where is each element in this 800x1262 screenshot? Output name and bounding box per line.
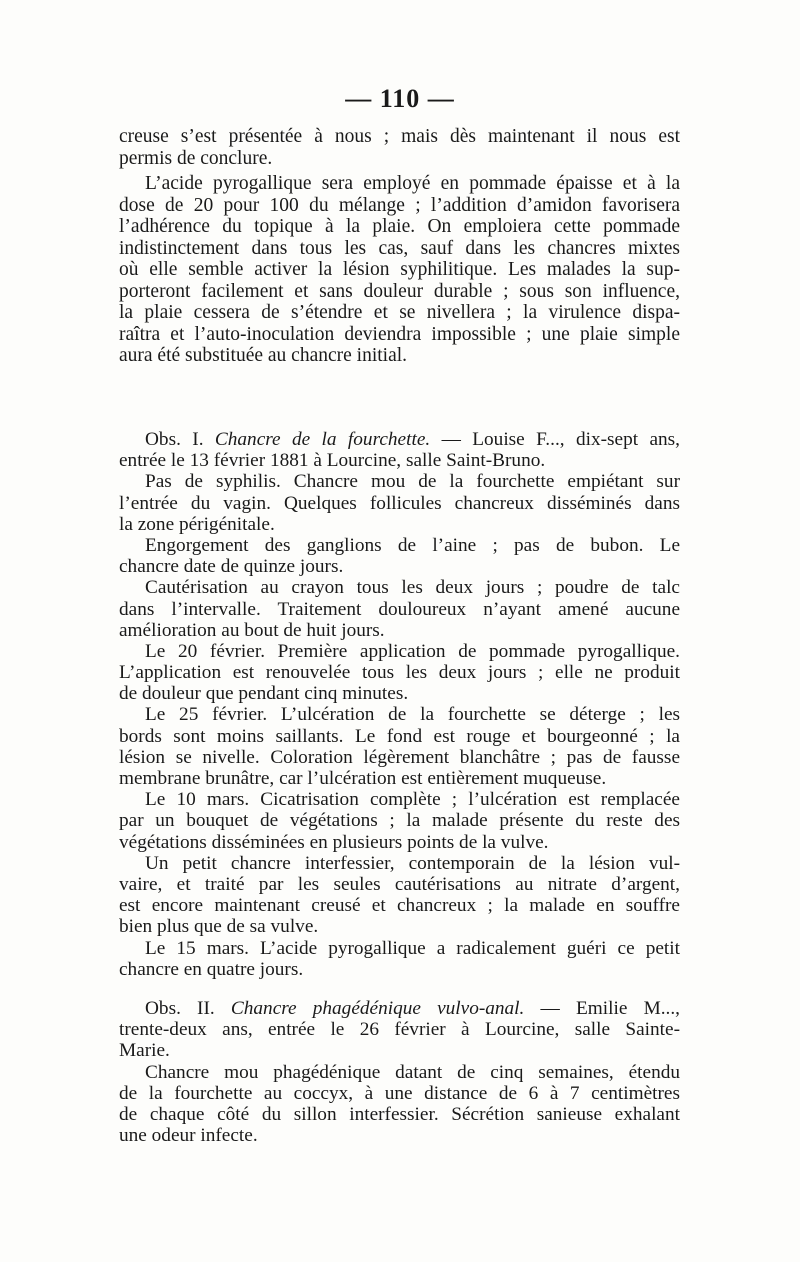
text-line: Cautérisation au crayon tous les deux jours ; poudre de talc xyxy=(145,577,680,599)
text-line: la plaie cessera de s’étendre et se nivellera ; la virulence dispa- xyxy=(119,302,680,323)
text-line: L’application est renouvelée tous les deux jours ; elle ne produit xyxy=(119,662,680,684)
text-line: l’adhérence du topique à la plaie. On emploiera cette pommade xyxy=(119,216,680,237)
observation-2 xyxy=(119,998,680,1146)
text-line: Le 20 février. Première application de pommade pyrogallique. xyxy=(145,640,680,662)
method-paragraph xyxy=(119,173,680,367)
text-line: chancre en quatre jours. xyxy=(119,958,304,980)
text-line: Le 25 février. L’ulcération de la fourchette se déterge ; les xyxy=(145,704,680,726)
obs-label: Obs. II. xyxy=(145,998,231,1019)
text-line: raîtra et l’auto-inoculation deviendra impossible ; une plaie simple xyxy=(119,323,680,345)
obs-title: Chancre de la fourchette. xyxy=(214,429,431,450)
observation-1 xyxy=(119,429,680,980)
text-line: l’entrée du vagin. Quelques follicules chancreux disséminés dans xyxy=(119,492,680,514)
text-line: Marie. xyxy=(119,1040,170,1062)
text-line: Un petit chancre interfessier, contemporain de la lésion vul- xyxy=(145,852,680,874)
text-line: aura été substituée au chancre initial. xyxy=(119,345,408,366)
text-line: vaire, et traité par les seules cautérisations au nitrate d’argent, xyxy=(119,873,680,895)
text-line: la zone périgénitale. xyxy=(119,513,275,535)
text-line: dose de 20 pour 100 du mélange ; l’addition d’amidon favorisera xyxy=(119,194,680,216)
text-line: bords sont moins saillants. Le fond est rouge et bourgeonné ; la xyxy=(119,725,680,747)
text-line: lésion se nivelle. Coloration légèrement blanchâtre ; pas de fausse xyxy=(119,746,680,768)
text-line: est encore maintenant creusé et chancreux ; la malade en souffre xyxy=(119,895,680,917)
intro-paragraph xyxy=(119,126,680,169)
text-line: entrée le 13 février 1881 à Lourcine, salle Saint-Bruno. xyxy=(119,450,546,472)
text-line: végétations disséminées en plusieurs points de la vulve. xyxy=(119,831,549,853)
text-line: porteront facilement et sans douleur durable ; sous son influence, xyxy=(119,280,680,302)
text-line: dans l’intervalle. Traitement douloureux n’ayant amené aucune xyxy=(119,598,680,620)
text-line: L’acide pyrogallique sera employé en pommade épaisse et à la xyxy=(145,173,680,194)
text-line: où elle semble activer la lésion syphilitique. Les malades la sup- xyxy=(119,259,680,280)
obs-subject: — Louise F..., dix-sept ans, xyxy=(430,429,680,450)
text-line: de la fourchette au coccyx, à une distance de 6 à 7 centimètres xyxy=(119,1082,680,1104)
text-line: par un bouquet de végétations ; la malade présente du reste des xyxy=(119,810,680,832)
text-line: amélioration au bout de huit jours. xyxy=(119,619,385,641)
page-number: — 110 — xyxy=(345,84,455,113)
text-line: indistinctement dans tous les cas, sauf dans les chancres mixtes xyxy=(119,237,680,259)
text-line: Chancre mou phagédénique datant de cinq semaines, étendu xyxy=(145,1061,680,1083)
text-line: trente-deux ans, entrée le 26 février à Lourcine, salle Sainte- xyxy=(119,1019,680,1041)
obs-subject: — Emilie M..., xyxy=(524,998,680,1019)
text-line: une odeur infecte. xyxy=(119,1125,258,1147)
observation-heading xyxy=(119,429,680,450)
text-line: chancre date de quinze jours. xyxy=(119,556,344,578)
text-line: Pas de syphilis. Chancre mou de la fourchette empiétant sur xyxy=(145,471,680,493)
text-line: permis de conclure. xyxy=(119,147,273,169)
text-line: Le 10 mars. Cicatrisation complète ; l’ulcération est remplacée xyxy=(145,789,680,811)
text-line: bien plus que de sa vulve. xyxy=(119,916,319,938)
text-line: creuse s’est présentée à nous ; mais dès maintenant il nous est xyxy=(119,126,680,147)
text-line: membrane brunâtre, car l’ulcération est entièrement muqueuse. xyxy=(119,768,607,789)
text-line: de douleur que pendant cinq minutes. xyxy=(119,683,409,705)
text-line: Le 15 mars. L’acide pyrogallique a radicalement guéri ce petit xyxy=(145,937,680,959)
text-line: Engorgement des ganglions de l’aine ; pas de bubon. Le xyxy=(145,534,680,556)
observation-heading xyxy=(119,998,680,1019)
text-line: de chaque côté du sillon interfessier. Sécrétion sanieuse exhalant xyxy=(119,1103,680,1125)
obs-title: Chancre phagédénique vulvo-anal. xyxy=(230,998,525,1019)
obs-label: Obs. I. xyxy=(145,429,215,450)
